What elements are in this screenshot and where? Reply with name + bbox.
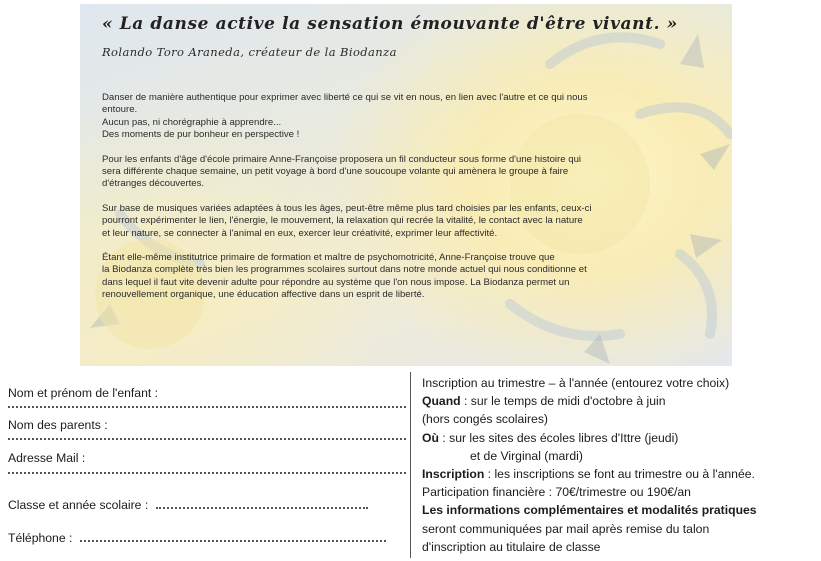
registration-info xyxy=(422,374,818,556)
signup-text: : les inscriptions se font au trimestre ou à l'année. xyxy=(484,467,755,482)
poster-headline: « La danse active la sensation émouvante d'être vivant. » xyxy=(102,14,678,34)
parents-label: Nom des parents : xyxy=(8,418,108,432)
info-where xyxy=(422,429,818,447)
phone-row xyxy=(8,531,386,545)
paragraph-line: Étant elle-même institutrice primaire de formation et maître de psychomotricité, Anne-Françoise trouve que xyxy=(102,252,555,264)
poster-byline: Rolando Toro Araneda, créateur de la Biodanza xyxy=(102,45,397,59)
info-when xyxy=(422,392,818,410)
parents-field[interactable] xyxy=(8,436,406,440)
column-divider xyxy=(410,372,411,558)
child-name-label: Nom et prénom de l'enfant : xyxy=(8,386,159,400)
when-label: Quand xyxy=(422,394,461,409)
child-name-field[interactable] xyxy=(8,404,406,408)
class-label: Classe et année scolaire : xyxy=(8,498,149,512)
paragraph xyxy=(102,154,720,191)
paragraph-line: dans lequel il faut vite devenir adulte pour répondre au système que l'on nous impose. La Biodanza permet un xyxy=(102,276,570,288)
info-line: (hors congés scolaires) xyxy=(422,412,548,427)
paragraph xyxy=(102,92,720,142)
paragraph-line: pourront expérimenter le lien, l'énergie, le mouvement, la relaxation qui recrée la vitalité, le contact avec la nature xyxy=(102,215,583,227)
info-line: Participation financière : 70€/trimestre ou 190€/an xyxy=(422,485,691,500)
info-signup xyxy=(422,465,818,483)
phone-field[interactable] xyxy=(80,539,386,542)
where-text: : sur les sites des écoles libres d'Ittre (jeudi) xyxy=(438,430,679,445)
info-line: seront communiquées par mail après remise du talon xyxy=(422,521,710,536)
info-line: d'inscription au titulaire de classe xyxy=(422,539,601,554)
class-field[interactable] xyxy=(156,506,368,509)
info-more xyxy=(422,501,818,519)
paragraph-line: sera différente chaque semaine, un petit voyage à bord d'une soucoupe volante qui amènera le groupe à faire xyxy=(102,166,569,178)
paragraph-line: Danser de manière authentique pour exprimer avec liberté ce qui se vit en nous, en lien avec l'autre et ce qui nous xyxy=(102,92,588,103)
info-line: et de Virginal (mardi) xyxy=(470,448,583,463)
poster-panel xyxy=(80,4,732,366)
signup-label: Inscription xyxy=(422,467,485,482)
where-label: Où xyxy=(422,430,439,445)
email-label: Adresse Mail : xyxy=(8,451,86,465)
paragraph-line: Aucun pas, ni chorégraphie à apprendre... xyxy=(102,116,282,128)
registration-form xyxy=(8,378,408,558)
paragraph-line: d'étranges découvertes. xyxy=(102,178,205,190)
paragraph-line: Des moments de pur bonheur en perspective ! xyxy=(102,129,300,141)
paragraph xyxy=(102,203,720,240)
more-label: Les informations complémentaires et modalités pratiques xyxy=(422,503,757,518)
paragraph-line: renouvellement organique, une éducation affective dans un esprit de liberté. xyxy=(102,289,425,301)
phone-label: Téléphone : xyxy=(8,531,73,545)
when-text: : sur le temps de midi d'octobre à juin xyxy=(460,394,666,409)
email-field[interactable] xyxy=(8,470,406,474)
paragraph-line: la Biodanza complète très bien les programmes scolaires surtout dans notre monde actuel qui nous conditionne et xyxy=(102,264,587,276)
paragraph-line: entoure. xyxy=(102,104,138,116)
poster-body xyxy=(102,92,720,314)
paragraph xyxy=(102,252,720,302)
info-line: Inscription au trimestre – à l'année (entourez votre choix) xyxy=(422,376,730,390)
class-row xyxy=(8,498,368,512)
paragraph-line: Sur base de musiques variées adaptées à tous les âges, peut-être même plus tard choisies par les enfants, ceux-ci xyxy=(102,202,592,214)
paragraph-line: et leur nature, se connecter à l'animal en eux, exercer leur créativité, exprimer leur affectivité. xyxy=(102,227,498,239)
paragraph-line: Pour les enfants d'âge d'école primaire Anne-Françoise proposera un fil conducteur sous forme d'une histoire qui xyxy=(102,153,582,165)
